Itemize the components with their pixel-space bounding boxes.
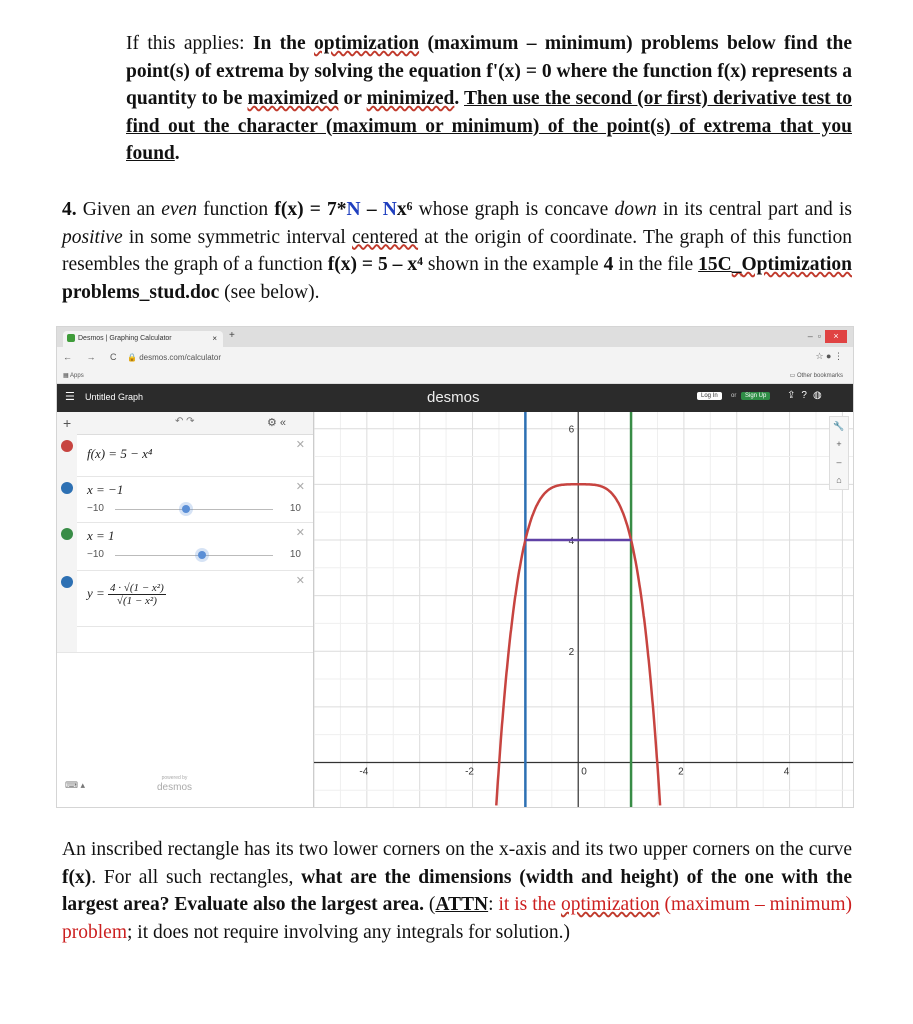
expression-row[interactable]: x = −1 ✕ −10 10: [57, 476, 313, 523]
expression-row[interactable]: x = 1 ✕ −10 10: [57, 522, 313, 571]
window-close-button[interactable]: ×: [825, 330, 847, 343]
function-plot[interactable]: [314, 412, 853, 807]
empty-expression-row[interactable]: [57, 626, 313, 653]
gear-icon[interactable]: ⚙ «: [267, 417, 287, 429]
function-definition: f(x) = 7*N – Nx⁶: [274, 199, 413, 220]
graph-color-icon[interactable]: [61, 528, 73, 540]
browser-tab-bar: [57, 327, 853, 347]
menu-icon[interactable]: ☰: [65, 391, 75, 403]
zoom-in-icon: +: [836, 439, 842, 449]
x-tick-label: -2: [465, 766, 474, 778]
slider-knob[interactable]: [182, 505, 190, 513]
bookmarks-bar: [57, 369, 853, 384]
address-bar: [57, 347, 853, 369]
wrench-icon: 🔧: [833, 421, 845, 431]
y-tick-label: 2: [568, 647, 575, 659]
browser-tab[interactable]: Desmos | Graphing Calculator ×: [63, 331, 223, 347]
maximize-button[interactable]: ▫: [817, 331, 821, 341]
slider-knob[interactable]: [198, 551, 206, 559]
help-icon: ?: [801, 390, 813, 401]
file-reference: 15C_Optimization problems_stud.doc: [62, 254, 852, 303]
desmos-favicon-icon: [67, 334, 75, 342]
minimize-button[interactable]: –: [807, 331, 813, 341]
graph-color-icon[interactable]: [61, 482, 73, 494]
graph-area[interactable]: [314, 412, 853, 807]
delete-icon[interactable]: ✕: [295, 481, 305, 493]
nav-buttons[interactable]: ← → C: [63, 352, 123, 362]
instructions-lead: If this applies:: [126, 33, 245, 54]
other-bookmarks[interactable]: ▭ Other bookmarks: [789, 373, 843, 379]
y-tick-label: 6: [568, 424, 575, 436]
window-controls: [808, 330, 847, 343]
problem-number: 4.: [62, 199, 77, 220]
instructions-paragraph: If this applies: In the optimization (maximum – minimum) problems below find the point(s) of extrema by solving the equation f'(x) = 0 where the function f(x) represents a quantity to be maximized or minimized. Then use the second (or first) derivative test to find out the character (maximum or minimum) of the point(s) of extrema that you found.: [126, 33, 852, 164]
expression-text[interactable]: y = $\frac{\text{4 · √(1 − x²)}}{\text{√(1 − x²)}}$: [87, 582, 164, 607]
graph-color-icon[interactable]: [61, 440, 73, 452]
question-paragraph: An inscribed rectangle has its two lower corners on the x-axis and its two upper corners on the curve f(x). For all such rectangles, what are the dimensions (width and height) of the one with the largest area? Evaluate also the largest area. (ATTN: it is the optimization (maximum – minimum) problem; it does not require involving any integrals for solution.): [62, 839, 853, 943]
language-icon: ◍: [812, 390, 828, 401]
url-field[interactable]: 🔒 desmos.com/calculator: [127, 353, 221, 362]
expression-toolbar: [57, 412, 313, 435]
desmos-header: ☰ Untitled Graph desmos Log In or Sign Up ⇪?◍: [57, 384, 853, 412]
undo-redo-icons[interactable]: ↶ ↷: [175, 416, 195, 427]
x-tick-label: 0: [581, 766, 587, 778]
expression-text[interactable]: f(x) = 5 − x⁴: [87, 446, 153, 461]
header-icons[interactable]: [787, 390, 828, 401]
desmos-logo: desmos: [427, 389, 480, 406]
expression-row[interactable]: [57, 570, 313, 627]
expression-row[interactable]: [57, 434, 313, 477]
delete-icon[interactable]: ✕: [295, 575, 305, 587]
graph-title[interactable]: Untitled Graph: [85, 392, 144, 402]
x-tick-label: -4: [359, 766, 369, 778]
zoom-out-icon: –: [836, 457, 842, 467]
y-tick-label: 4: [568, 535, 575, 547]
x-tick-label: 2: [678, 766, 684, 778]
powered-by-desmos: powered by desmos: [157, 775, 193, 793]
add-expression-icon[interactable]: +: [63, 415, 72, 431]
problem-statement: 4. Given an even function f(x) = 7*N – Nx⁶ whose graph is concave down in its central part and is positive in some symmetric interval centered at the origin of coordinate. The graph of this function resembles the graph of a function f(x) = 5 – x⁴ shown in the example 4 in the file 15C_Optimization problems_stud.doc (see below).: [62, 199, 853, 303]
attn-label: ATTN: [435, 894, 489, 915]
address-bar-icons[interactable]: ☆ ● ⋮: [815, 351, 843, 361]
signup-button[interactable]: Sign Up: [741, 392, 770, 400]
graph-color-icon[interactable]: [61, 576, 73, 588]
expression-list: [57, 412, 314, 807]
graph-tools[interactable]: [829, 416, 849, 490]
tab-close-icon[interactable]: ×: [212, 334, 217, 343]
expression-text[interactable]: x = 1: [87, 528, 115, 543]
keyboard-icon[interactable]: ⌨ ▴: [65, 780, 86, 790]
desmos-screenshot: [56, 326, 854, 808]
home-icon: ⌂: [836, 475, 842, 485]
delete-icon[interactable]: ✕: [295, 527, 305, 539]
question-bold: what are the dimensions (width and height) of the one with the largest area? Evaluate also the largest area.: [62, 866, 852, 915]
new-tab-button[interactable]: +: [229, 330, 235, 341]
x-tick-label: 4: [783, 766, 790, 778]
share-icon: ⇪: [787, 390, 802, 401]
apps-bookmark[interactable]: ▦ Apps: [63, 373, 84, 379]
expression-text[interactable]: x = −1: [87, 482, 124, 497]
delete-icon[interactable]: ✕: [295, 439, 305, 451]
derivative-test-instruction: Then use the second (or first) derivative test to find out the character (maximum or minimum) of the point(s) of extrema that you found: [126, 88, 852, 164]
login-button[interactable]: Log In: [697, 392, 722, 400]
example-function: f(x) = 5 – x⁴: [327, 254, 423, 275]
